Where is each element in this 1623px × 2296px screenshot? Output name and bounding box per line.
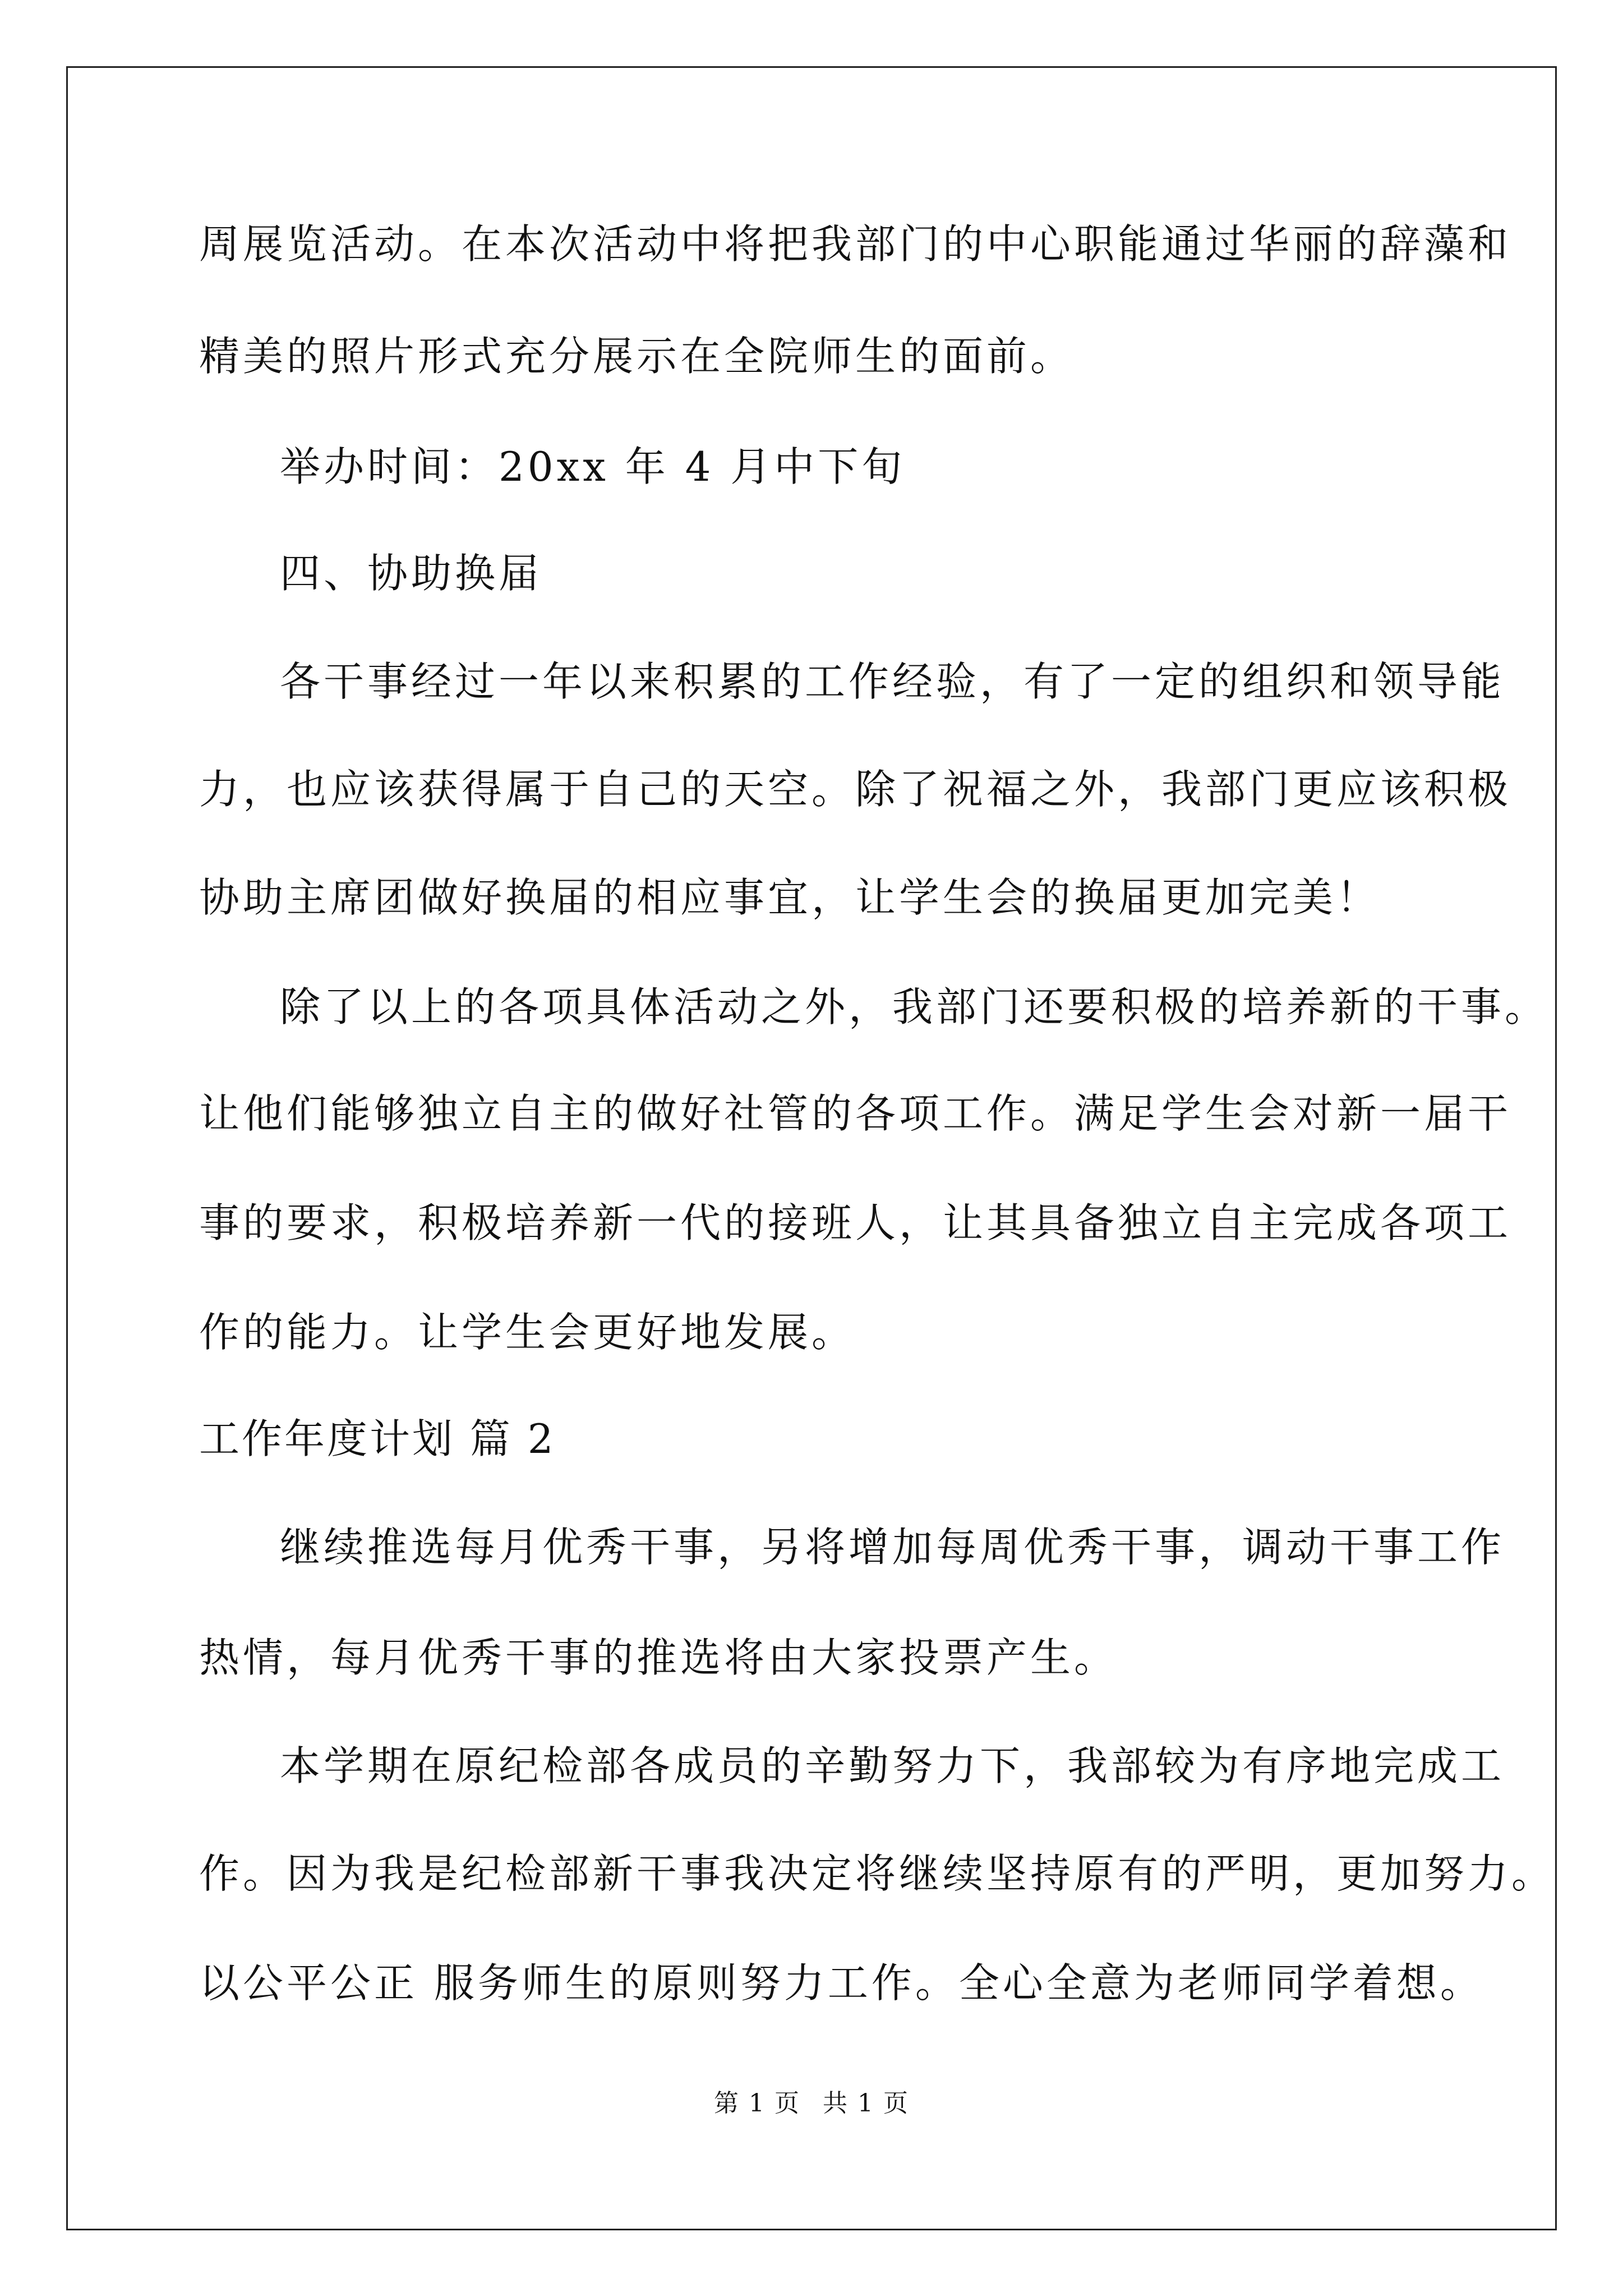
paragraph-line: 周展览活动。在本次活动中将把我部门的中心职能通过华丽的辞藻和 [199, 220, 1512, 268]
paragraph-line: 作的能力。让学生会更好地发展。 [199, 1309, 856, 1356]
paragraph-line: 各干事经过一年以来积累的工作经验，有了一定的组织和领导能 [280, 658, 1505, 705]
section-heading: 四、协助换届 [280, 550, 543, 597]
paragraph-line: 热情，每月优秀干事的推选将由大家投票产生。 [199, 1634, 1118, 1681]
paragraph-line: 力，也应该获得属于自己的天空。除了祝福之外，我部门更应该积极 [199, 766, 1512, 813]
paragraph-line: 除了以上的各项具体活动之外，我部门还要积极的培养新的干事。 [280, 983, 1549, 1030]
paragraph-line: 本学期在原纪检部各成员的辛勤努力下，我部较为有序地完成工 [280, 1742, 1505, 1789]
page-total: 共 1 页 [823, 2089, 909, 2118]
page-footer [0, 2087, 1623, 2120]
page-border [66, 66, 1557, 2230]
paragraph-line: 协助主席团做好换届的相应事宜，让学生会的换届更加完美！ [199, 874, 1381, 921]
paragraph-line: 以公平公正 服务师生的原则努力工作。全心全意为老师同学着想。 [199, 1959, 1484, 2007]
paragraph-line: 继续推选每月优秀干事，另将增加每周优秀干事，调动干事工作 [280, 1524, 1505, 1571]
page-number: 第 1 页 [714, 2089, 800, 2118]
paragraph-line: 作。因为我是纪检部新干事我决定将继续坚持原有的严明，更加努力。 [199, 1850, 1556, 1897]
section-title: 工作年度计划 篇 2 [199, 1415, 556, 1462]
paragraph-line: 举办时间：20xx 年 4 月中下旬 [280, 443, 906, 490]
paragraph-line: 让他们能够独立自主的做好社管的各项工作。满足学生会对新一届干 [199, 1090, 1512, 1137]
paragraph-line: 精美的照片形式充分展示在全院师生的面前。 [199, 333, 1075, 380]
paragraph-line: 事的要求，积极培养新一代的接班人，让其具备独立自主完成各项工 [199, 1199, 1512, 1246]
